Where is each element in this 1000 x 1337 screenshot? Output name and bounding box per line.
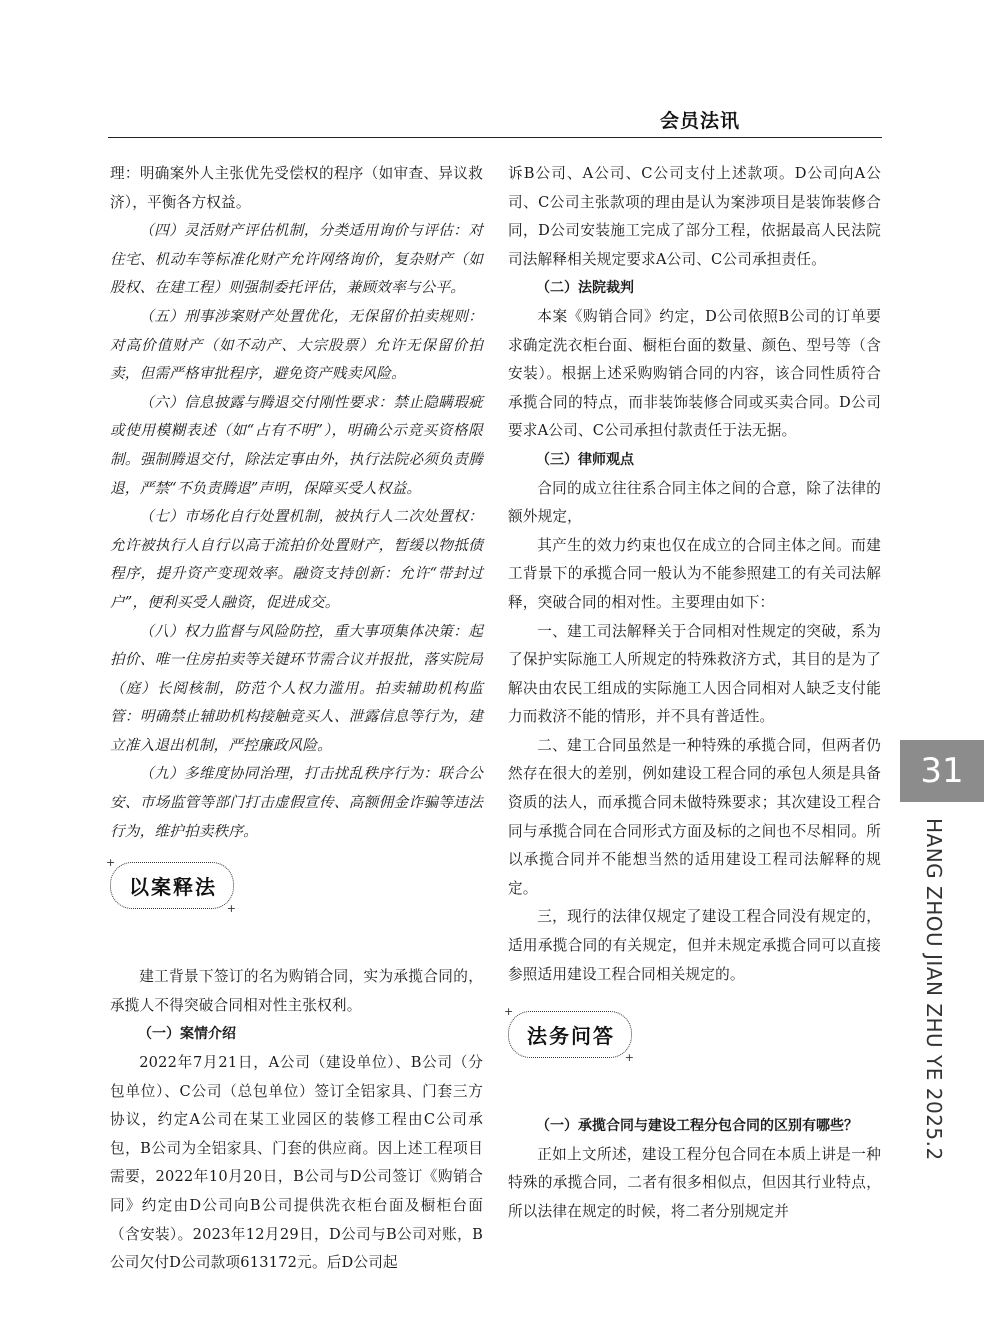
paragraph: （五）刑事涉案财产处置优化，无保留价拍卖规则：对高价值财产（如不动产、大宗股票）允许无保留价拍卖，但需严格审批程序，避免资产贱卖风险。 [110,307,483,383]
spacer [508,1076,881,1112]
paragraph: 理：明确案外人主张优先受偿权的程序（如审查、异议救济），平衡各方权益。 [110,165,483,211]
cross-mark-icon: + [624,1051,636,1065]
right-column [504,160,881,1227]
paragraph: 二、建工合同虽然是一种特殊的承揽合同，但两者仍然存在很大的差别，例如建设工程合同的承包人须是具备资质的法人，而承揽合同未做特殊要求；其次建设工程合同与承揽合同在合同形式方面及标的之间也不尽相同。所以承揽合同并不能想当然的适用建设工程司法解释的规定。 [508,736,881,897]
journal-name-vertical: HANG ZHOU JIAN ZHU YE 2025.2 [922,818,946,1161]
page-number: 31 [900,740,984,802]
section-heading-box [106,856,238,916]
cross-mark-icon: + [226,902,238,916]
subheading: （三）律师观点 [536,451,634,468]
header-rule [108,137,882,138]
paragraph: 本案《购销合同》约定，D公司依照B公司的订单要求确定洗衣柜台面、橱柜台面的数量、颜色、型号等（含安装）。根据上述采购购销合同的内容，该合同性质符合承揽合同的特点，而非装饰装修合同或买卖合同。D公司要求A公司、C公司承担付款责任于法无据。 [508,307,881,440]
paragraph: 正如上文所述，建设工程分包合同在本质上讲是一种特殊的承揽合同，二者有很多相似点，但因其行业特点，所以法律在规定的时候，将二者分别规定并 [508,1145,881,1220]
paragraph: 一、建工司法解释关于合同相对性规定的突破，系为了保护实际施工人所规定的特殊救济方式，其目的是为了解决由农民工组成的实际施工人因合同相对人缺乏支付能力而救济不能的情形，并不具有普适性。 [508,622,881,726]
paragraph: 其产生的效力约束也仅在成立的合同主体之间。而建工背景下的承揽合同一般认为不能参照建工的有关司法解释，突破合同的相对性。主要理由如下： [508,536,881,611]
paragraph: （八）权力监督与风险防控，重大事项集体决策：起拍价、唯一住房拍卖等关键环节需合议并报批，落实院局（庭）长阅核制，防范个人权力滥用。拍卖辅助机构监管：明确禁止辅助机构接触竞买人、泄露信息等行为，建立准入退出机制，严控廉政风险。 [110,622,483,754]
subheading: （二）法院裁判 [536,280,634,297]
section-heading: 法务问答 [527,1024,615,1049]
subheading: （一）案情介绍 [138,1026,236,1043]
paragraph: 三，现行的法律仅规定了建设工程合同没有规定的，适用承揽合同的有关规定，但并未规定承揽合同可以直接参照适用建设工程合同相关规定的。 [508,908,881,983]
paragraph: （九）多维度协同治理，打击扰乱秩序行为：联合公安、市场监管等部门打击虚假宣传、高额佣金诈骗等违法行为，维护拍卖秩序。 [110,765,483,840]
cross-mark-icon: + [504,1005,516,1019]
paragraph: （七）市场化自行处置机制，被执行人二次处置权：允许被执行人自行以高于流拍价处置财产，暂缓以物抵债程序，提升资产变现效率。融资支持创新：允许“带封过户”，便利买受人融资，促进成交。 [110,508,483,611]
section-header-title: 会员法讯 [648,106,752,133]
cross-mark-icon: + [106,856,118,870]
paragraph: 合同的成立往往系合同主体之间的合意，除了法律的额外规定， [508,479,881,526]
paragraph: （四）灵活财产评估机制，分类适用询价与评估：对住宅、机动车等标准化财产允许网络询价，复杂财产（如股权、在建工程）则强制委托评估，兼顾效率与公平。 [110,222,483,297]
spacer [110,927,483,963]
paragraph: 诉B公司、A公司、C公司支付上述款项。D公司向A公司、C公司主张款项的理由是认为案涉项目是装饰装修合同，D公司安装施工完成了部分工程，依据最高人民法院司法解释相关规定要求A公司、C公司承担责任。 [508,165,881,268]
subheading: （一）承揽合同与建设工程分包合同的区别有哪些？ [536,1118,858,1135]
left-column [106,160,483,1278]
section-heading-box [504,1005,636,1065]
paragraph: 建工背景下签订的名为购销合同，实为承揽合同的，承揽人不得突破合同相对性主张权利。 [110,968,483,1014]
section-heading: 以案释法 [129,875,217,900]
paragraph: 2022年7月21日，A公司（建设单位）、B公司（分包单位）、C公司（总包单位）签订全铝家具、门套三方协议，约定A公司在某工业园区的装修工程由C公司承包，B公司为全铝家具、门套的供应商。因上述工程项目需要，2022年10月20日，B公司与D公司签订《购销合同》约定由D公司向B公司提供洗衣柜台面及橱柜台面（含安装）。2023年12月29日，D公司与B公司对账，B公司欠付D公司款项613172元。后D公司起 [110,1054,483,1272]
paragraph: （六）信息披露与腾退交付刚性要求：禁止隐瞒瑕疵或使用模糊表述（如“占有不明”），明确公示竞买资格限制。强制腾退交付，除法定事由外，执行法院必须负责腾退，严禁“不负责腾退”声明，保障买受人权益。 [110,393,483,497]
